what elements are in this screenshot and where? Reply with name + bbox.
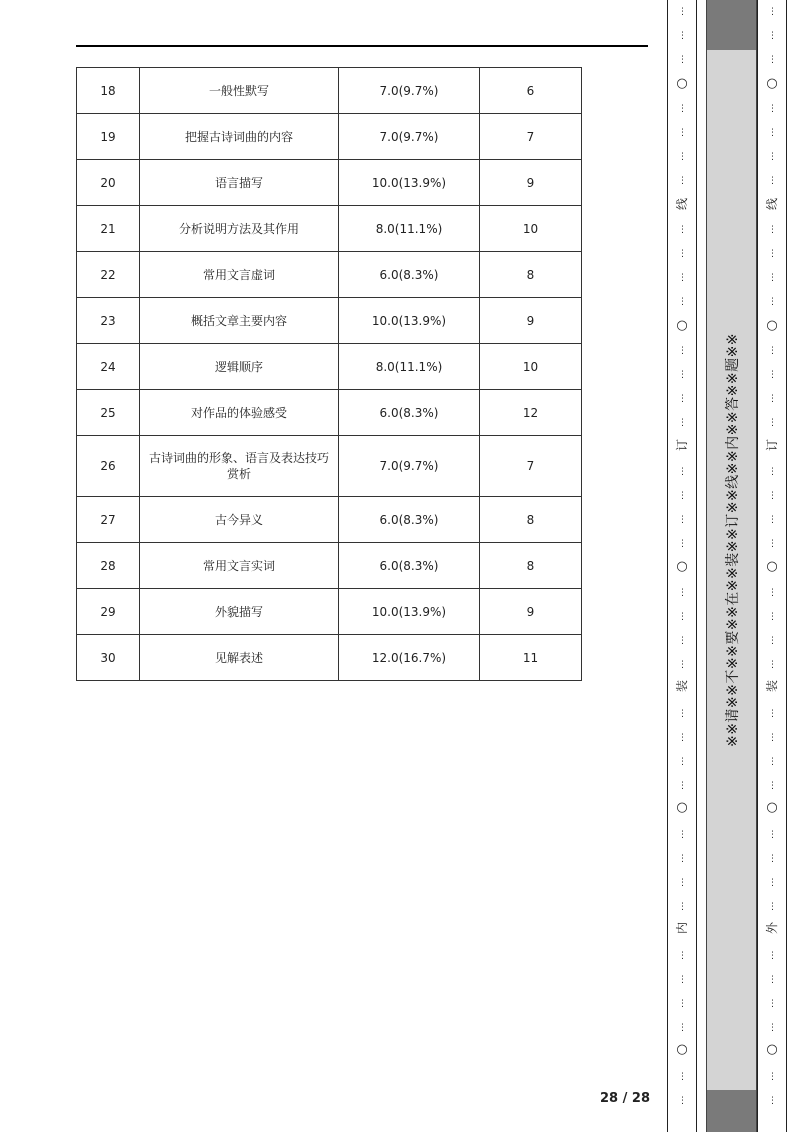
row-number-cell: 23 <box>77 298 140 344</box>
inner-dotted-mark: ⋮ <box>678 491 686 501</box>
inner-dotted-mark: ⋮ <box>678 587 686 598</box>
inner-dotted-mark: ⋮ <box>678 975 686 985</box>
outer-dotted-mark: ⋮ <box>768 31 776 42</box>
outer-dotted-mark: ⋮ <box>768 854 776 864</box>
table-row <box>77 390 582 436</box>
outer-binding-strip <box>757 0 787 1132</box>
outer-dotted-mark: ⋮ <box>768 612 776 622</box>
score-cell: 8.0(11.1%) <box>339 206 480 252</box>
outer-dotted-mark: ⋮ <box>768 975 776 985</box>
inner-dotted-mark: ⋮ <box>678 418 686 429</box>
inner-dotted-mark: ⋮ <box>678 950 686 961</box>
outer-dotted-mark: ⋮ <box>768 1071 776 1082</box>
inner-dotted-mark: ⋮ <box>678 345 686 356</box>
outer-dotted-mark: ⋮ <box>768 660 776 671</box>
score-cell: 7.0(9.7%) <box>339 436 480 497</box>
knowledge-point-cell: 概括文章主要内容 <box>140 298 339 344</box>
question-count-cell: 7 <box>480 436 582 497</box>
knowledge-point-cell: 逻辑顺序 <box>140 344 339 390</box>
outer-dotted-mark: ⋮ <box>768 733 776 743</box>
question-count-cell: 12 <box>480 390 582 436</box>
score-cell: 8.0(11.1%) <box>339 344 480 390</box>
outer-dotted-mark: ⋮ <box>768 152 776 163</box>
table-row <box>77 160 582 206</box>
inner-dotted-mark: ⋮ <box>678 1096 686 1106</box>
table-row <box>77 206 582 252</box>
outer-dotted-mark: ⋮ <box>768 829 776 840</box>
score-cell: 6.0(8.3%) <box>339 497 480 543</box>
band-cap-bottom <box>707 1090 756 1132</box>
outer-dotted-mark: ⋮ <box>768 370 776 380</box>
row-number-cell: 22 <box>77 252 140 298</box>
score-cell: 6.0(8.3%) <box>339 543 480 589</box>
inner-binding-word: 内 <box>675 922 689 935</box>
knowledge-point-cell: 见解表述 <box>140 635 339 681</box>
outer-dotted-mark: ⋮ <box>768 176 776 187</box>
outer-dotted-mark: ⋮ <box>768 297 776 308</box>
inner-dotted-mark: ⋮ <box>678 224 686 235</box>
inner-circle-mark: ○ <box>676 1042 688 1057</box>
inner-dotted-mark: ⋮ <box>678 636 686 647</box>
outer-dotted-mark: ⋮ <box>768 249 776 259</box>
table-row <box>77 114 582 160</box>
knowledge-point-cell: 把握古诗词曲的内容 <box>140 114 339 160</box>
inner-dotted-mark: ⋮ <box>678 370 686 380</box>
outer-dotted-mark: ⋮ <box>768 757 776 768</box>
inner-circle-mark: ○ <box>676 800 688 815</box>
row-number-cell: 21 <box>77 206 140 252</box>
inner-circle-mark: ○ <box>676 318 688 333</box>
outer-dotted-mark: ⋮ <box>768 781 776 792</box>
outer-dotted-mark: ⋮ <box>768 224 776 235</box>
outer-dotted-mark: ⋮ <box>768 345 776 356</box>
question-count-cell: 8 <box>480 497 582 543</box>
inner-dotted-mark: ⋮ <box>678 297 686 308</box>
inner-dotted-mark: ⋮ <box>678 660 686 671</box>
outer-dotted-mark: ⋮ <box>768 1023 776 1034</box>
inner-dotted-mark: ⋮ <box>678 999 686 1010</box>
outer-dotted-mark: ⋮ <box>768 55 776 66</box>
inner-binding-word: 装 <box>675 680 689 693</box>
outer-dotted-mark: ⋮ <box>768 515 776 526</box>
inner-circle-mark: ○ <box>676 76 688 91</box>
outer-circle-mark: ○ <box>766 1042 778 1057</box>
table-row <box>77 436 582 497</box>
inner-dotted-mark: ⋮ <box>678 902 686 913</box>
knowledge-point-cell: 常用文言虚词 <box>140 252 339 298</box>
outer-dotted-mark: ⋮ <box>768 273 776 284</box>
row-number-cell: 20 <box>77 160 140 206</box>
score-cell: 10.0(13.9%) <box>339 298 480 344</box>
knowledge-point-cell: 语言描写 <box>140 160 339 206</box>
inner-dotted-mark: ⋮ <box>678 878 686 889</box>
question-count-cell: 11 <box>480 635 582 681</box>
knowledge-point-cell: 常用文言实词 <box>140 543 339 589</box>
outer-dotted-mark: ⋮ <box>768 539 776 550</box>
score-cell: 6.0(8.3%) <box>339 252 480 298</box>
outer-dotted-mark: ⋮ <box>768 466 776 477</box>
inner-binding-strip <box>667 0 697 1132</box>
row-number-cell: 19 <box>77 114 140 160</box>
row-number-cell: 29 <box>77 589 140 635</box>
outer-binding-word: 外 <box>765 922 779 935</box>
header-rule <box>76 45 648 47</box>
question-count-cell: 9 <box>480 589 582 635</box>
inner-binding-word: 线 <box>675 198 689 211</box>
inner-dotted-mark: ⋮ <box>678 31 686 42</box>
table-row <box>77 252 582 298</box>
question-count-cell: 6 <box>480 68 582 114</box>
question-count-cell: 10 <box>480 344 582 390</box>
inner-circle-mark: ○ <box>676 559 688 574</box>
question-count-cell: 8 <box>480 543 582 589</box>
inner-dotted-mark: ⋮ <box>678 55 686 66</box>
outer-dotted-mark: ⋮ <box>768 902 776 913</box>
row-number-cell: 28 <box>77 543 140 589</box>
inner-dotted-mark: ⋮ <box>678 757 686 768</box>
question-count-cell: 9 <box>480 298 582 344</box>
outer-circle-mark: ○ <box>766 800 778 815</box>
outer-circle-mark: ○ <box>766 559 778 574</box>
knowledge-point-cell: 古今异义 <box>140 497 339 543</box>
outer-dotted-mark: ⋮ <box>768 878 776 889</box>
inner-dotted-mark: ⋮ <box>678 7 686 17</box>
score-cell: 10.0(13.9%) <box>339 160 480 206</box>
inner-dotted-mark: ⋮ <box>678 394 686 405</box>
outer-binding-word: 订 <box>765 439 779 452</box>
inner-dotted-mark: ⋮ <box>678 781 686 792</box>
outer-dotted-mark: ⋮ <box>768 950 776 961</box>
binding-warning-band <box>706 0 757 1132</box>
inner-dotted-mark: ⋮ <box>678 829 686 840</box>
outer-dotted-mark: ⋮ <box>768 418 776 429</box>
score-cell: 10.0(13.9%) <box>339 589 480 635</box>
inner-dotted-mark: ⋮ <box>678 176 686 187</box>
table-row <box>77 543 582 589</box>
knowledge-point-cell: 分析说明方法及其作用 <box>140 206 339 252</box>
table-row <box>77 68 582 114</box>
inner-dotted-mark: ⋮ <box>678 1023 686 1034</box>
outer-circle-mark: ○ <box>766 76 778 91</box>
page-number: 28 / 28 <box>600 1091 650 1106</box>
knowledge-point-table <box>76 67 582 681</box>
table-row <box>77 344 582 390</box>
outer-dotted-mark: ⋮ <box>768 128 776 138</box>
row-number-cell: 18 <box>77 68 140 114</box>
table-row <box>77 635 582 681</box>
row-number-cell: 30 <box>77 635 140 681</box>
inner-dotted-mark: ⋮ <box>678 708 686 719</box>
inner-dotted-mark: ⋮ <box>678 103 686 114</box>
table-row <box>77 298 582 344</box>
inner-dotted-mark: ⋮ <box>678 152 686 163</box>
knowledge-point-cell: 古诗词曲的形象、语言及表达技巧赏析 <box>140 436 339 497</box>
outer-dotted-mark: ⋮ <box>768 394 776 405</box>
outer-binding-word: 线 <box>765 198 779 211</box>
inner-dotted-mark: ⋮ <box>678 515 686 526</box>
outer-circle-mark: ○ <box>766 318 778 333</box>
inner-dotted-mark: ⋮ <box>678 539 686 550</box>
inner-dotted-mark: ⋮ <box>678 273 686 284</box>
table-row <box>77 497 582 543</box>
inner-dotted-mark: ⋮ <box>678 1071 686 1082</box>
outer-dotted-mark: ⋮ <box>768 1096 776 1106</box>
knowledge-point-cell: 外貌描写 <box>140 589 339 635</box>
binding-warning-text: ※※请※※不※※要※※在※※装※※订※※线※※内※※答※※题※※ <box>724 332 741 748</box>
question-count-cell: 9 <box>480 160 582 206</box>
outer-dotted-mark: ⋮ <box>768 636 776 647</box>
knowledge-point-cell: 一般性默写 <box>140 68 339 114</box>
score-cell: 12.0(16.7%) <box>339 635 480 681</box>
inner-dotted-mark: ⋮ <box>678 128 686 138</box>
row-number-cell: 24 <box>77 344 140 390</box>
outer-dotted-mark: ⋮ <box>768 587 776 598</box>
score-cell: 6.0(8.3%) <box>339 390 480 436</box>
outer-dotted-mark: ⋮ <box>768 7 776 17</box>
row-number-cell: 25 <box>77 390 140 436</box>
table-row <box>77 589 582 635</box>
question-count-cell: 10 <box>480 206 582 252</box>
score-cell: 7.0(9.7%) <box>339 114 480 160</box>
outer-dotted-mark: ⋮ <box>768 103 776 114</box>
outer-dotted-mark: ⋮ <box>768 708 776 719</box>
inner-dotted-mark: ⋮ <box>678 854 686 864</box>
outer-binding-word: 装 <box>765 680 779 693</box>
outer-dotted-mark: ⋮ <box>768 491 776 501</box>
inner-dotted-mark: ⋮ <box>678 733 686 743</box>
question-count-cell: 8 <box>480 252 582 298</box>
row-number-cell: 27 <box>77 497 140 543</box>
row-number-cell: 26 <box>77 436 140 497</box>
inner-dotted-mark: ⋮ <box>678 466 686 477</box>
inner-binding-word: 订 <box>675 439 689 452</box>
question-count-cell: 7 <box>480 114 582 160</box>
knowledge-point-cell: 对作品的体验感受 <box>140 390 339 436</box>
inner-dotted-mark: ⋮ <box>678 249 686 259</box>
score-cell: 7.0(9.7%) <box>339 68 480 114</box>
inner-dotted-mark: ⋮ <box>678 612 686 622</box>
outer-dotted-mark: ⋮ <box>768 999 776 1010</box>
band-cap-top <box>707 0 756 50</box>
